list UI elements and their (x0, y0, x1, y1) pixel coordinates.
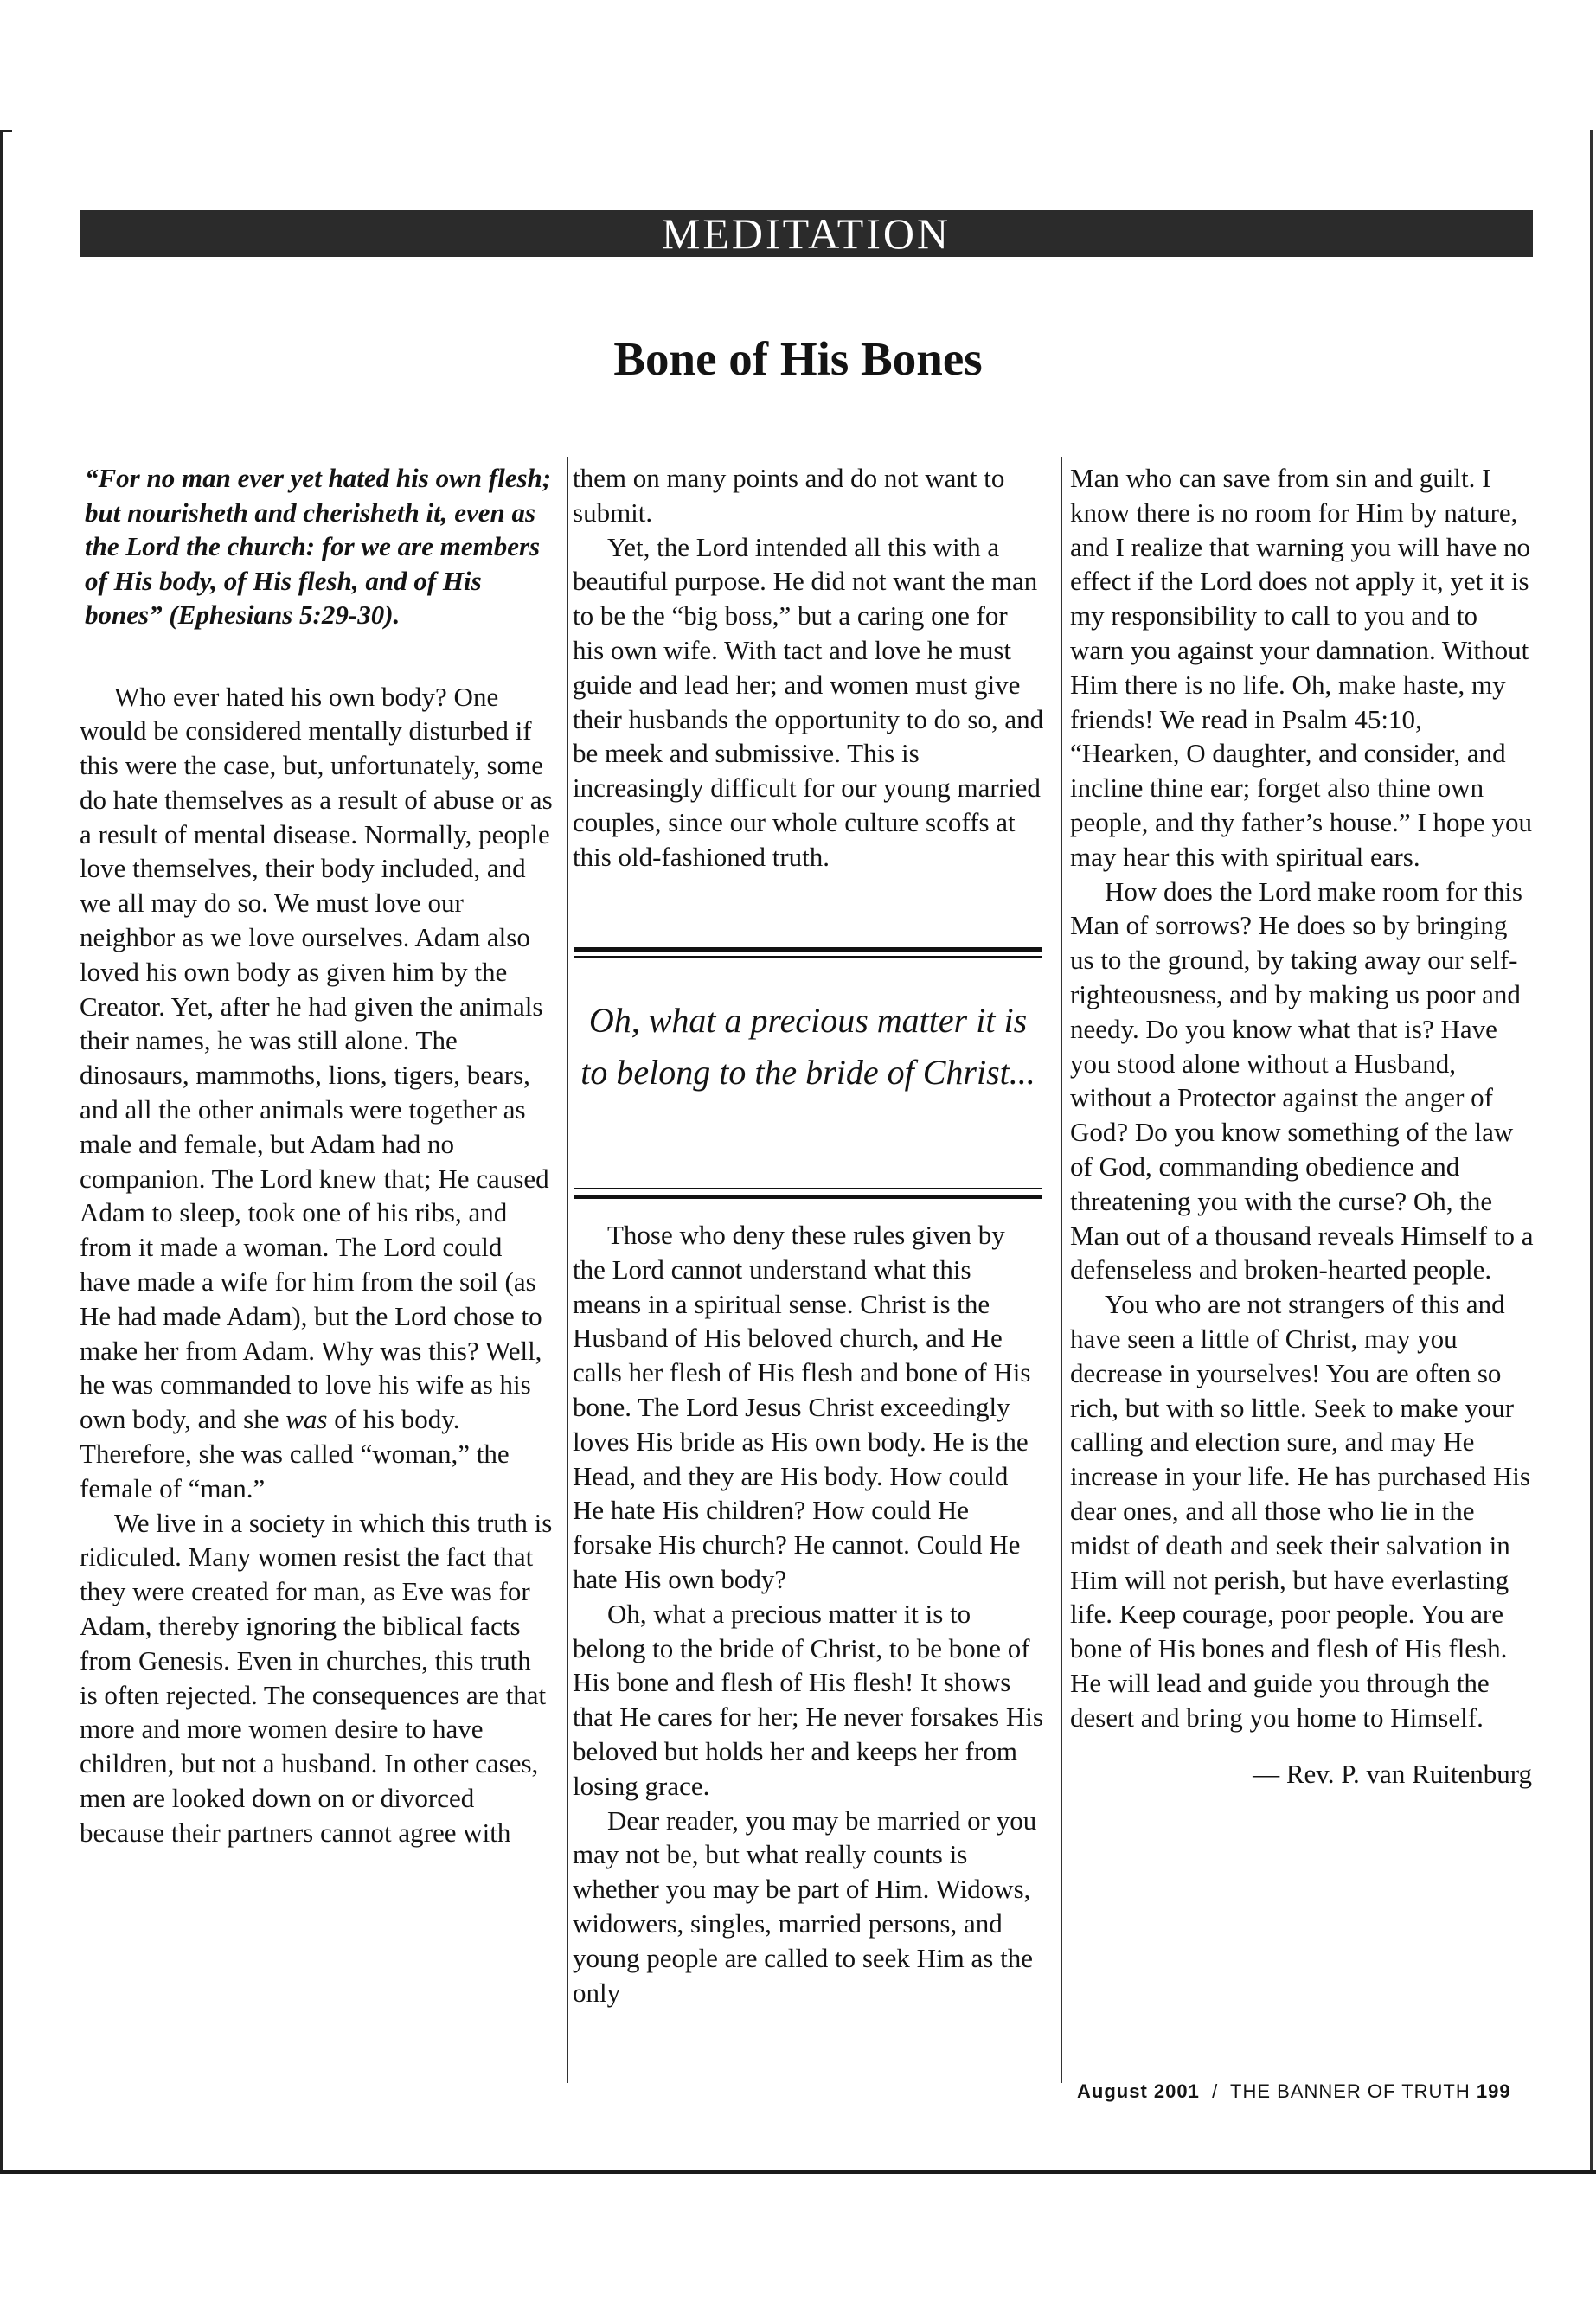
paragraph: Those who deny these rules given by the Lord cannot understand what this means in a spiritual sense. Christ is the Husband of His beloved church, and He calls her flesh of His flesh and bone of His bone. The Lord Jesus Christ exceedingly loves His bride as His own body. He is the Head, and they are His body. How could He hate His children? How could He forsake His church? He cannot. Could He hate His own body? (573, 1220, 1031, 1594)
issue-date: August 2001 (1077, 2080, 1200, 2102)
emphasis-text: was (285, 1404, 328, 1435)
section-banner (80, 210, 1533, 257)
paragraph: Man who can save from sin and guilt. I know there is no room for Him by nature, and I realize that warning you will have no effect if the Lord does not apply it, yet it is my responsibility to call to you and to warn you against your damnation. Without Him there is no life. Oh, make haste, my friends! We read in Psalm 45:10, “Hearken, O daughter, and consider, and incline thine ear; forget also thine own people, and thy father’s house.” I hope you may hear this with spiritual ears. (1070, 463, 1533, 872)
column-2 (573, 461, 1044, 875)
paragraph: We live in a society in which this truth is ridiculed. Many women resist the fact that they were created for man, as Eve was for Adam, thereby ignoring the biblical facts from Genesis. Even in churches, this truth is often rejected. The consequences are that more and more women desire to have children, but not a husband. In other cases, men are looked down on or divorced because their partners cannot agree with (80, 1507, 553, 1848)
paragraph: How does the Lord make room for this Man of sorrows? He does so by bringing us to the ground, by taking away our self-righteousness, and by making us poor and needy. Do you know what that is? Have you stood alone without a Husband, without a Protector against the anger of God? Do you know something of the law of God, commanding obedience and threatening you with the curse? Oh, the Man out of a thousand reveals Himself to a defenseless and broken-hearted people. (1070, 875, 1534, 1285)
paragraph: You who are not strangers of this and have seen a little of Christ, may you decrease in yourselves! You are often so rich, but with so little. Seek to make your calling and election sure, and may He increase in your life. He has purchased His dear ones, and all those who lie in the midst of death and seek their salvation in Him will not perish, but have everlasting life. Keep courage, poor people. You are bone of His bones and flesh of His flesh. He will lead and guide you through the desert and bring you home to Himself. (1070, 1289, 1530, 1733)
pullquote-rule-bottom-thick (574, 1195, 1042, 1199)
paragraph: Oh, what a precious matter it is to belong to the bride of Christ, to be bone of His bone and flesh of His flesh! It shows that He cares for her; He never forsakes His beloved but holds her and keeps her from losing grace. (573, 1598, 1043, 1801)
article-title: Bone of His Bones (613, 332, 983, 385)
footer-separator: / (1212, 2080, 1219, 2102)
scan-edge-right (1590, 130, 1593, 2171)
scan-edge-bottom (0, 2170, 1596, 2174)
publication-name: THE BANNER OF TRUTH (1230, 2080, 1471, 2102)
pullquote-rule-bottom-thin (574, 1188, 1042, 1189)
paragraph-text: Who ever hated his own body? One would be considered mentally disturbed if this were the case, but, unfortunately, some do hate themselves as a result of abuse or as a result of mental disease. Normally, people love themselves, their body included, and we all may do so. We must love our neighbor as we love ourselves. Adam also loved his own body as given him by the Creator. Yet, after he had given the animals their names, he was still alone. The dinosaurs, mammoths, lions, tigers, bears, and all the other animals were together as male and female, but Adam had no companion. The Lord knew that; He caused Adam to sleep, took one of his ribs, and from it made a woman. The Lord could have made a wife for him from the soil (as He had made Adam), but the Lord chose to make her from Adam. Why was this? Well, he was commanded to love his wife as his own body, and she (80, 681, 553, 1435)
paragraph: Dear reader, you may be married or you may not be, but what really counts is whether you may be part of Him. Widows, widowers, singles, married persons, and young people are called to seek Him as the only (573, 1804, 1037, 2008)
author-signature: — Rev. P. van Ruitenburg (1253, 1759, 1532, 1790)
column-2-continued (573, 1218, 1044, 2009)
column-3 (1070, 461, 1537, 1791)
paragraph: them on many points and do not want to submit. (573, 463, 1005, 528)
paragraph: Yet, the Lord intended all this with a beautiful purpose. He did not want the man to be the “big boss,” but a caring one for his own wife. With tact and love he must guide and lead her; and women must give their husbands the opportunity to do so, and be meek and submissive. This is increasingly difficult for our young married couples, since our whole culture scoffs at this old-fashioned truth. (573, 531, 1044, 872)
page-number: 199 (1476, 2080, 1511, 2102)
column-divider-2 (1061, 457, 1062, 2083)
column-divider-1 (567, 457, 568, 2083)
scan-edge-left (0, 130, 3, 2171)
paragraph-text: of his body. Therefore, she was called “woman,” the female of “man.” (80, 1404, 510, 1503)
section-label: MEDITATION (661, 209, 952, 258)
pullquote-rule-top-thin (574, 956, 1042, 958)
paragraph (80, 680, 554, 1506)
pullquote-rule-top-thick (574, 947, 1042, 952)
epigraph: “For no man ever yet hated his own flesh; but nourisheth and cherisheth it, even as the Lord the church: for we are members of His body, of His flesh, and of His bones” (Ephesians 5:29-30). (85, 463, 552, 630)
scan-edge-left-tick (0, 130, 12, 132)
pullquote: Oh, what a precious matter it is to belong to the bride of Christ... (580, 1001, 1035, 1092)
page-footer (1077, 2080, 1544, 2103)
column-1 (80, 461, 554, 1850)
